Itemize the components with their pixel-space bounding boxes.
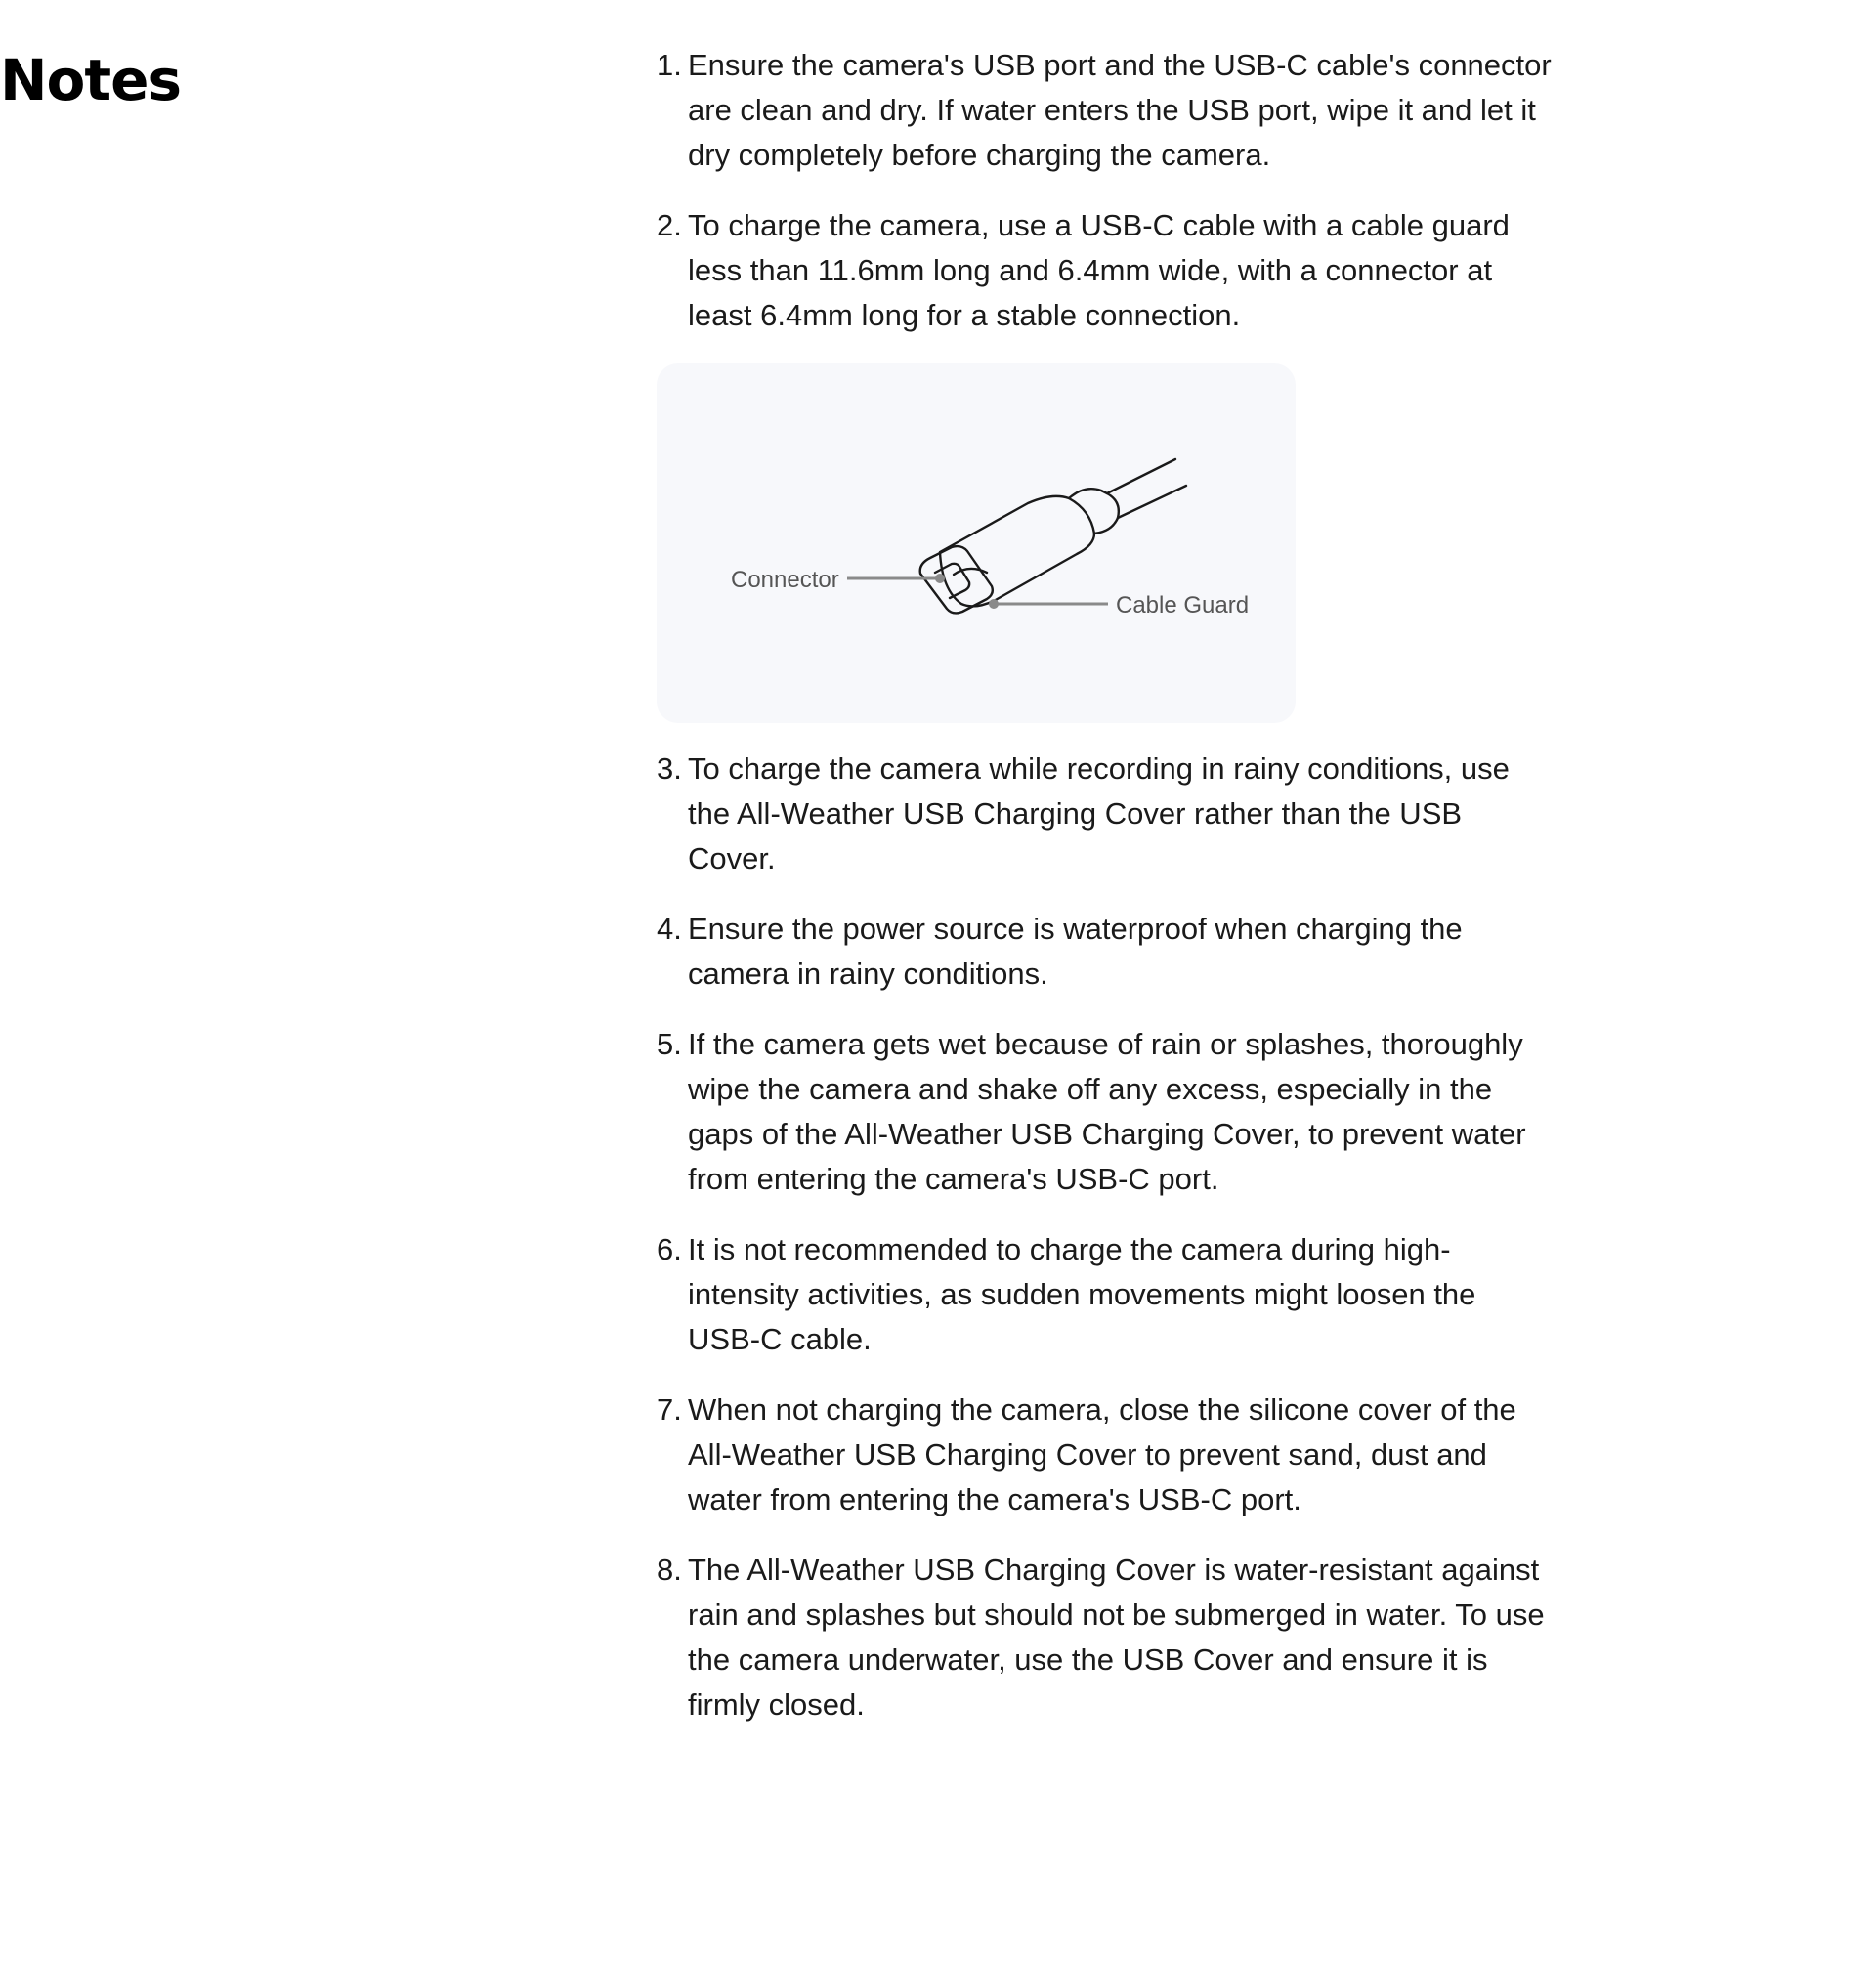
note-item-5 — [657, 1022, 1556, 1202]
note-text: Ensure the power source is waterproof when charging the camera in rainy conditions. — [688, 912, 1463, 991]
note-text: To charge the camera, use a USB-C cable with a cable guard less than 11.6mm long and 6.4mm wide, with a connector at least 6.4mm long for a stable connection. — [688, 208, 1510, 332]
usb-c-cable-diagram — [657, 363, 1296, 723]
usb-c-cable-illustration — [657, 363, 1296, 723]
cable-guard-body — [940, 496, 1094, 607]
note-number: 2. — [657, 208, 682, 242]
note-text: The All-Weather USB Charging Cover is water-resistant against rain and splashes but should not be submerged in water. To use the camera underwater, use the USB Cover and ensure it is firmly closed. — [688, 1553, 1545, 1722]
note-text: Ensure the camera's USB port and the USB-C cable's connector are clean and dry. If water enters the USB port, wipe it and let it dry completely before charging the camera. — [688, 48, 1552, 172]
notes-list — [657, 43, 1556, 1753]
note-item-6 — [657, 1227, 1556, 1362]
connector-label: Connector — [731, 567, 839, 593]
note-item-4 — [657, 907, 1556, 997]
cable-guard-label: Cable Guard — [1116, 592, 1250, 619]
note-number: 3. — [657, 751, 682, 786]
note-number: 1. — [657, 48, 682, 82]
note-number: 4. — [657, 912, 682, 946]
note-text: To charge the camera while recording in rainy conditions, use the All-Weather USB Charging Cover rather than the USB Cover. — [688, 751, 1510, 875]
note-number: 6. — [657, 1232, 682, 1266]
connector-point — [935, 574, 945, 583]
note-text: When not charging the camera, close the silicone cover of the All-Weather USB Charging Cover to prevent sand, dust and water from entering the camera's USB-C port. — [688, 1392, 1516, 1516]
note-item-2 — [657, 203, 1556, 338]
note-text: It is not recommended to charge the camera during high-intensity activities, as sudden movements might loosen the USB-C cable. — [688, 1232, 1476, 1356]
note-item-8 — [657, 1548, 1556, 1728]
note-number: 8. — [657, 1553, 682, 1587]
note-item-7 — [657, 1388, 1556, 1522]
note-number: 7. — [657, 1392, 682, 1427]
note-text: If the camera gets wet because of rain or splashes, thoroughly wipe the camera and shake off any excess, especially in the gaps of the All-Weather USB Charging Cover, to prevent water from entering the camera's USB-C port. — [688, 1027, 1526, 1196]
note-item-1 — [657, 43, 1556, 178]
note-item-3 — [657, 747, 1556, 881]
cable-guard-point — [989, 599, 999, 609]
page-title: Notes — [0, 47, 181, 113]
note-number: 5. — [657, 1027, 682, 1061]
